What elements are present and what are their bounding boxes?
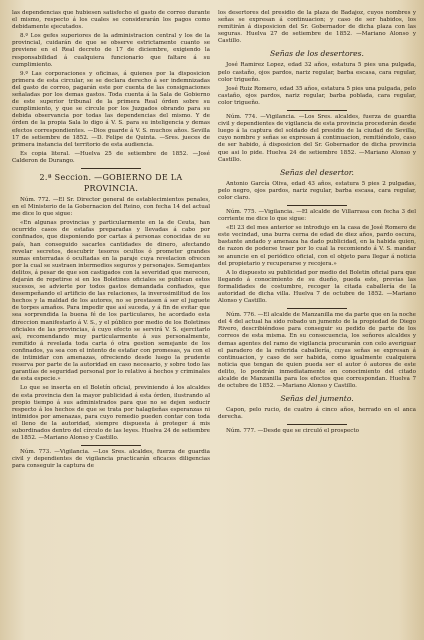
- right-paragraph-4: Núm. 774. —Vigilancia. —Los Sres. alcaldes, fuerza de guardia civil y dependientes de vigilancia de esta provincia procederán desde luego á la captura del soldado del presidio de la ciudad de Sevilla, cuyo nombre y señas se expresan á continuacion, remitiéndolo, caso de ser habido, á disposicion del Sr. Gobernador de dicha provincia que asi lo pide. Huelva 24 de setiembre 1852. —Mariano Alonso y Castillo.: [218, 114, 416, 163]
- left-paragraph-2: 8.º Los gefes superiores de la administracion central y los de la provincial, cuidarán de que se observe estrictamente cuanto se previene en el Real decreto de 17 de diciembre, exigiendo la responsabilidad á cualquiera funcionario que faltare á su cumplimiento.: [12, 33, 210, 68]
- subheading-jumento: Señas del jumento.: [280, 394, 354, 404]
- left-paragraph-1: las dependencias que hubiesen satisfecho el gasto de correo durante el mismo, respecto á los cuales se considerarán los pagos como debidamente ejecutados.: [12, 10, 210, 31]
- left-column: [12, 10, 210, 634]
- right-paragraph-10: Capon, pelo rucio, de cuatro á cinco años, herrado en el anca derecha.: [218, 407, 416, 421]
- left-paragraph-7: Lo que se inserta en el Boletín oficial, previniendo á los alcaldes de esta provincia den la mayor publicidad á esta órden, ilustrando al propio tiempo á sus administrados para que no se dejen seducir respecto á los hechos de que se trata por halagüeñas esperanzas ni intimidos por amenazas, para cuyo remedio pueden contar con toda el lleno de la autoridad, siempre dispuesta á proteger á mis subordinados dentro del círculo de las leyes. Huelva 24 de setiembre de 1852. —Mariano Alonso y Castillo.: [12, 385, 210, 442]
- divider: [287, 308, 346, 309]
- right-paragraph-1: los desertores del presidio de la plaza de Badajoz, cuyos nombres y señas se expresan á continuacion; y caso de ser habidos, los remitirán á disposicion del Sr. Gobernador de dicha plaza con las seguras. Huelva 27 de setiembre de 1852. —Mariano Alonso y Castillo.: [218, 10, 416, 45]
- right-paragraph-8: A lo dispuesto su publicidad por medio del Boletin oficial para que llegando á conocimiento de su dueño, pueda este, previas las formalidades de costumbre, recoger la citada caballería de la autoridad de dicha villa. Huelva 7 de octubre de 1852. —Mariano Alonso y Castillo.: [218, 269, 416, 305]
- left-paragraph-8: Núm. 773. —Vigilancia. —Los Sres. alcaldes, fuerza de guardia civil y dependientes de vigilancia practicarán eficaces diligencias para conseguir la captura de: [12, 449, 210, 470]
- right-paragraph-9: Núm. 776. —El alcalde de Manzanilla me da parte que en la noche del 4 del actual ha sido robado un jumento de la propiedad de Diego Rivero, describiéndose para conseguir su pedido de parte de los correos de esta misma. En su consecuencia, los señores alcaldes y demas agentes del ramo de vigilancia procurarán con celo averiguar el paradero de la referida caballería, cuyas señas se expresan á continuacion, y caso de ser habida, como igualmente cualquiera noticia que tengan de quien pueda ser el autor ó autores de este delito, lo pondrán inmediatamente en conocimiento del citado alcalde de Manzanilla para los efectos que correspondan. Huelva 7 de octubre de 1852. —Mariano Alonso y Castillo.: [218, 312, 416, 390]
- right-paragraph-5: Antonio García Oliva, edad 43 años, estatura 5 pies 2 pulgadas, pelo negro, ojos pardos, nariz regular, barba escasa, cara regular, color claro.: [218, 180, 416, 201]
- divider: [287, 424, 346, 425]
- right-paragraph-3: José Ruiz Romero, edad 35 años, estatura 5 pies una pulgada, pelo castaño, ojos pardos, nariz regular, barba poblada, cara regular, color trigueño.: [218, 85, 416, 106]
- divider: [287, 205, 346, 206]
- section-heading: 2.ª Seccion. —GOBIERNO DE LA PROVINCIA.: [39, 172, 183, 193]
- divider: [81, 445, 140, 446]
- columns: [12, 10, 416, 634]
- left-paragraph-4: Es copia literal. —Huelva 25 de setiembre de 1852. —José Calderon de Durango.: [12, 150, 210, 164]
- subheading-desertor: Señas del desertor.: [280, 167, 354, 177]
- divider: [287, 110, 346, 111]
- divider: [81, 168, 140, 169]
- right-paragraph-11: Núm. 777. —Desde que se circuló el prospecto: [226, 428, 360, 435]
- left-paragraph-3: 9.º Las corporaciones y oficinas, á quienes por la disposicion primera de esta circular, se se declara derecho á ser indemnizadas del gasto de correo, pagarán este por cuenta de las consignaciones señaladas por los demas gastos. Toda cuenta á la Sala de Gobierno de este superior tribunal de la primera Real órden sobre su cumplimiento, y que se circule por los Juzgados obrando para su debida observancia por todas las dependencias del mismo. Y de órden de la propia Sala lo digo á V. S. para su inteligencia y demas efectos correspondientes. —Dios guarde á V. S. muchos años. Sevilla 17 de setiembre de 1852. —D. Felipe de Quinta. —Sres. jueces de primera instancia del territorio de esta audiencia.: [12, 70, 210, 148]
- left-paragraph-6: «En algunas provincias y particularmente en la de Ceuta, han ocurrido casos de estafas preparadas y llevadas á cabo por confinados, que disponiendo por cartas á personas conocidas de su país, han conseguido sacarles cantidades de dinero, afectando revelar secretos, descubrir tesoros ocultos ó prometer grandes sumas enterradas ó ocultadas en la paraje cuya revelacion ofrecen por la cual se sustraen intermedios seguros y personajes. Semejantes delitos, á pesar de que son castigados con la severidad que merecen, dejarán de repetirse si en los Boletines oficiales se publican estos sucesos, se advierte por todos gastos demandada confiados, que desempeñando el artificio de las relaciones, la inverosimilitud de los hechos y la maldad de los autores, no se prestasen á ser el juguete de torpes amaños. Para impedir que así suceda, y á fin de evitar que sea sorprendida la buena fé de los particulares, he acordado esta direccion manifestarlo á V. S., y el público por medio de los Boletines oficiales de las provincias, á cuyo efecto se servirá V. S. ejercitarlo así, recomendando muy particularmente á sus personalmente, remitido á revelada toda carta ó otra gestion semejante de los confinados, ya sea con el intento de estafar con promesas, ya con el de intimidar con amenazas, ofreciendo desde luego la prudente reserva por parte de la autoridad en caso necesario, y sobre todo las garantías de seguridad personal por lo relativo á hechos y criminales de esta especie.»: [12, 220, 210, 383]
- subheading-desertores: Señas de los desertores.: [270, 49, 364, 59]
- right-paragraph-2: José Ramirez Lopez, edad 32 años, estatura 5 pies una pulgada, pelo castaño, ojos pardos, nariz regular, barba escasa, cara regular, color trigueño.: [218, 62, 416, 83]
- left-paragraph-5: Núm. 772. —El Sr. Director general de establecimientos penales, en el Ministerio de la Gobernacion del Reino, con fecha 14 del actual me dice lo que sigue:: [12, 196, 210, 218]
- right-column: [218, 10, 416, 634]
- right-paragraph-7: «El 23 del mes anterior se introdujo en la casa de José Romero de este vecindad, una burra cerna de edad de diez años, pardo oscura, bastante andado y amenaza ha dado publicidad, en la habida quien, de razon de poderse traer por lo cual la recomiendo á V. S. mandar se anuncie en el periódico oficial, con el objeto para llegar á noticia del propietario y recuperarse y recojera.»: [218, 225, 416, 267]
- right-paragraph-6: Núm. 775. —Vigilancia. —El alcalde de Villarrasa con fecha 3 del corriente me dice lo que sigue:: [218, 208, 416, 223]
